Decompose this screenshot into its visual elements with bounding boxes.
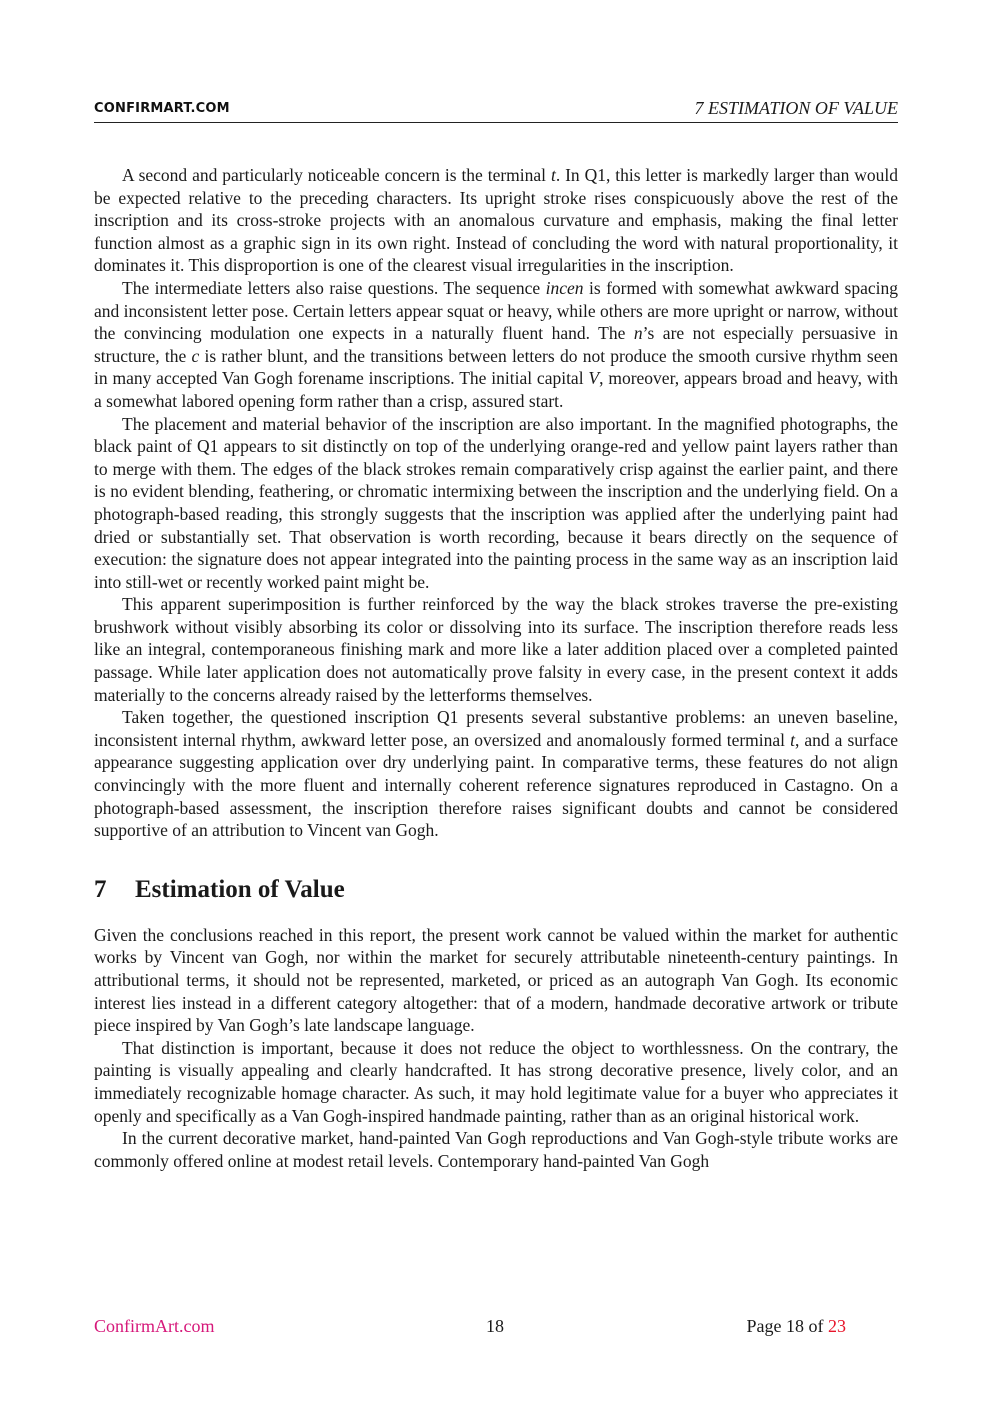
page-header [94, 98, 898, 123]
paragraph: The placement and material behavior of the inscription are also important. In the magnified photographs, the black paint of Q1 appears to sit distinctly on top of the underlying orange-red and yellow paint layers rather than to merge with them. The edges of the black strokes remain comparatively crisp against the earlier paint, and there is no evident blending, feathering, or chromatic intermixing between the inscription and the underlying field. On a photograph-based reading, this strongly suggests that the inscription was applied after the underlying paint had dried or substantially set. That observation is worth recording, because it bears directly on the sequence of execution: the signature does not appear integrated into the painting process in the same way as an inscription laid into still-wet or recently worked paint might be. [94, 413, 898, 592]
italic-term: c [191, 345, 200, 366]
brand-logo: CONFIRMART.COM [94, 101, 230, 116]
italic-term: t [550, 165, 556, 185]
paragraphs-after-section [94, 924, 898, 1173]
paragraph: A second and particularly noticeable concern is the terminal t. In Q1, this letter is markedly larger than would be expected relative to the preceding characters. Its upright stroke rises conspicuously above the rest of the inscription and its cross-stroke projects with an anomalous curvature and emphasis, making the final letter function almost as a graphic sign in its own right. Instead of concluding the word with natural proportionality, it dominates it. This disproportion is one of the clearest visual irregularities in the inscription. [94, 165, 899, 276]
paragraph: In the current decorative market, hand-painted Van Gogh reproductions and Van Gogh-style tribute works are commonly offered online at modest retail levels. Contemporary hand-painted Van Gogh [94, 1128, 898, 1171]
paragraph: Given the conclusions reached in this report, the present work cannot be valued within the market for authentic works by Vincent van Gogh, nor within the market for securely attributable nineteenth-century paintings. In attributional terms, it should not be represented, marketed, or priced as an autograph Van Gogh. Its economic interest lies instead in a different category altogether: that of a modern, handmade decorative artwork or tribute piece inspired by Van Gogh’s late landscape language. [94, 924, 898, 1036]
section-heading [94, 875, 898, 905]
italic-term: V [588, 368, 600, 389]
running-section-title: 7 ESTIMATION OF VALUE [694, 98, 898, 118]
footer-total-pages-link[interactable]: 23 [828, 1316, 846, 1336]
footer-site-link[interactable]: ConfirmArt.com [94, 1316, 215, 1336]
paragraph: This apparent superimposition is further reinforced by the way the black strokes traverse the pre-existing brushwork without visibly absorbing its color or dissolving into its surface. The inscription therefore reads less like an integral, contemporaneous finishing mark and more like a later addition placed over a completed painted passage. While later application does not automatically prove falsity in every case, in the present context it adds materially to the concerns already raised by the letterforms themselves. [94, 594, 898, 705]
paragraph: The intermediate letters also raise questions. The sequence incen is formed with somewhat awkward spacing and inconsistent letter pose. Certain letters appear squat or heavy, while others are more upright or narrow, without the convincing modulation one expects in a naturally fluent hand. The n’s are not especially persuasive in structure, the c is rather blunt, and the transitions between letters do not produce the smooth cursive rhythm seen in many accepted Van Gogh forename inscriptions. The initial capital V, moreover, appears broad and heavy, with a somewhat labored opening form rather than a crisp, assured start. [94, 277, 899, 411]
section-number: 7 [94, 875, 107, 903]
footer-page-number: 18 [486, 1316, 504, 1336]
paragraph: That distinction is important, because it does not reduce the object to worthlessness. On the contrary, the painting is visually appealing and clearly handcrafted. It has strong decorative presence, lively color, and an immediately recognizable homage character. As such, it may hold legitimate value for a buyer who appreciates it openly and specifically as a Van Gogh-inspired handmade painting, rather than as an original historical work. [94, 1037, 898, 1126]
section-title: Estimation of Value [135, 875, 345, 903]
page-body [94, 164, 898, 1172]
paragraph: Taken together, the questioned inscription Q1 presents several substantive problems: an uneven baseline, inconsistent internal rhythm, awkward letter pose, an oversized and anomalously formed terminal t, and a surface appearance suggesting application over dry underlying paint. In comparative terms, these features do not align convincingly with the more fluent and internally coherent reference signatures reproduced in Castagno. On a photograph-based assessment, the inscription therefore raises significant doubts and cannot be considered supportive of an attribution to Vincent van Gogh. [94, 707, 898, 841]
page-footer [94, 1316, 846, 1340]
italic-term: incen [545, 277, 584, 298]
paragraphs-before-section [94, 164, 898, 842]
italic-term: n [633, 323, 643, 344]
footer-page-label: Page 18 of [746, 1316, 828, 1336]
italic-term: t [790, 729, 795, 750]
footer-page-count [747, 1316, 846, 1337]
